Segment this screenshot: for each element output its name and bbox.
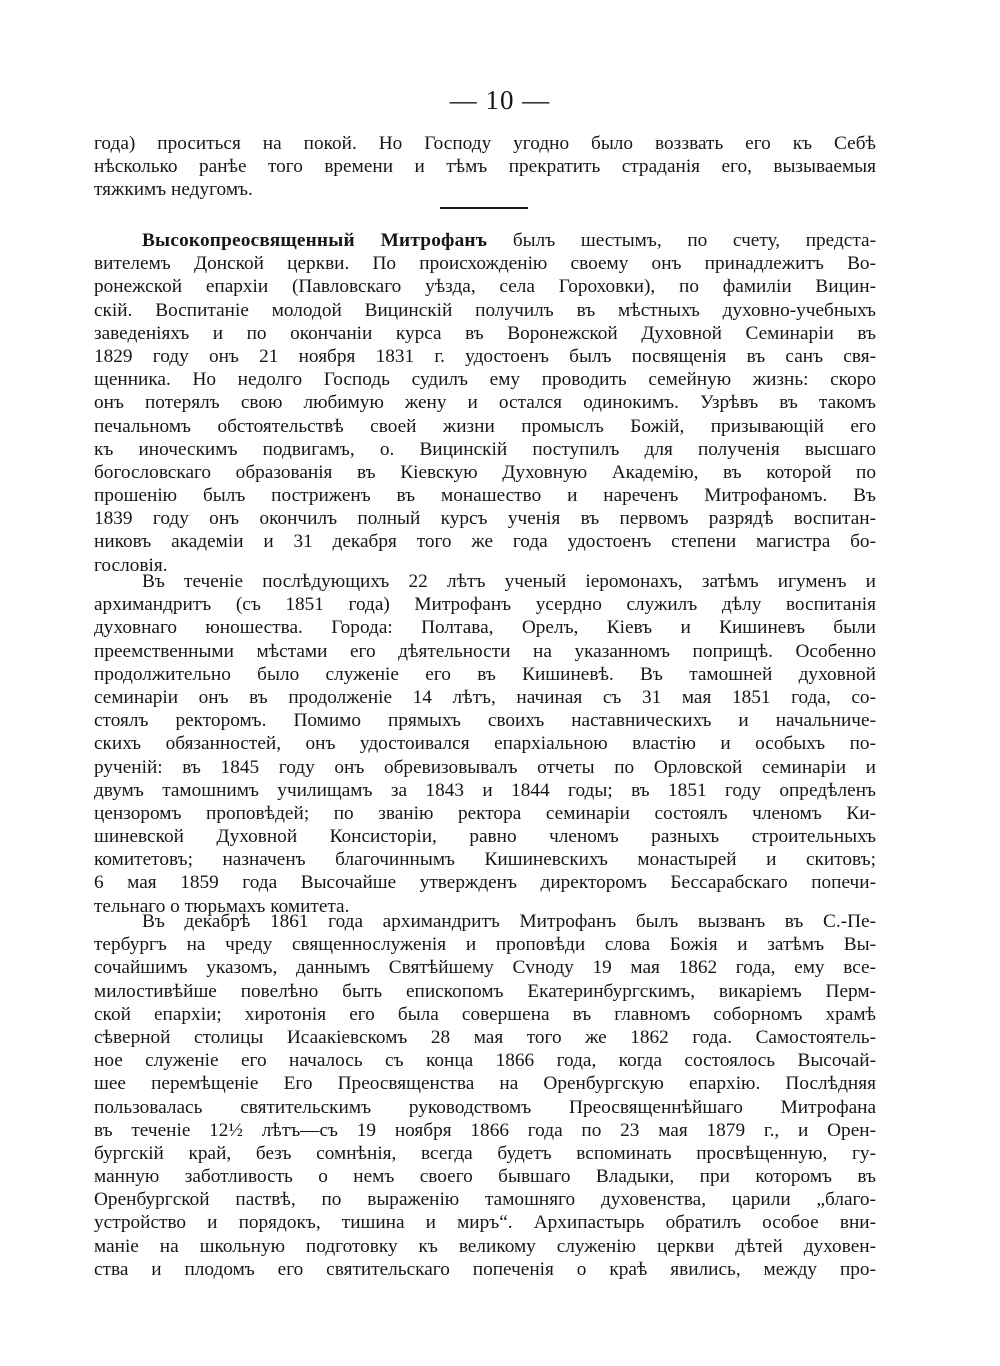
paragraph-line: вителемъ Донской церкви. По происхожденію своему онъ принадлежитъ Во-	[94, 253, 876, 275]
paragraph-line: духовнаго юношества. Города: Полтава, Орелъ, Кіевъ и Кишиневъ были	[94, 617, 876, 639]
intro-paragraph	[94, 132, 876, 202]
paragraph-line: пользовалась святительскимъ руководствомъ Преосвященнѣйшаго Митрофана	[94, 1096, 876, 1118]
section-separator	[440, 207, 528, 209]
paragraph-line: ное служеніе его началось съ конца 1866 года, когда состоялось Высочай-	[94, 1050, 876, 1072]
paragraph-line: въ теченіе 12½ лѣтъ—съ 19 ноября 1866 года по 23 мая 1879 г., и Орен-	[94, 1119, 876, 1141]
paragraph-line: года) проситься на покой. Но Господу угодно было воззвать его къ Себѣ	[94, 133, 876, 154]
paragraph-line: стоялъ ректоромъ. Помимо прямыхъ своихъ наставническихъ и начальниче-	[94, 710, 876, 732]
paragraph-line: нѣсколько ранѣе того времени и тѣмъ прекратить страданія его, вызываемыя	[94, 156, 876, 178]
paragraph-line	[94, 229, 876, 252]
paragraph-line: тельнаго о тюрьмахъ комитета.	[94, 895, 350, 917]
paragraph-line: комитетовъ; назначенъ благочиннымъ Кишиневскихъ монастырей и скитовъ;	[94, 849, 876, 871]
paragraph-line: щенника. Но недолго Господь судилъ ему проводить семейную жизнь: скоро	[94, 369, 876, 391]
paragraph-line: шиневской Духовной Консисторіи, равно членомъ разныхъ строительныхъ	[94, 826, 876, 848]
paragraph-line: скій. Воспитаніе молодой Вицинскій получилъ въ мѣстныхъ духовно-учебныхъ	[94, 299, 876, 321]
paragraph-line: сочайшимъ указомъ, даннымъ Святѣйшему Сvноду 19 мая 1862 года, ему все-	[94, 957, 876, 979]
paragraph-line: 1829 году онъ 21 ноября 1831 г. удостоенъ былъ посвященія въ санъ свя-	[94, 345, 876, 367]
paragraph-line: богословскаго образованія въ Кіевскую Духовную Академію, въ которой по	[94, 461, 876, 483]
paragraph-line: гословія.	[94, 554, 168, 576]
paragraph-line: маніе на школьную подготовку къ великому служенію церкви дѣтей духовен-	[94, 1235, 876, 1257]
paragraph-line: устройство и порядокъ, тишина и миръ“. Архипастырь обратилъ особое вни-	[94, 1212, 876, 1234]
paragraph-line: продолжительно было служеніе его въ Кишиневѣ. Въ тамошней духовной	[94, 663, 876, 685]
paragraph-line: шее перемѣщеніе Его Преосвященства на Оренбургскую епархію. Послѣдняя	[94, 1073, 876, 1095]
paragraph-line: къ иноческимъ подвигамъ, о. Вицинскій поступилъ для полученія высшаго	[94, 438, 876, 460]
paragraph-line: никовъ академіи и 31 декабря того же года удостоенъ степени магистра бо-	[94, 531, 876, 553]
paragraph-line: прошенію былъ постриженъ въ монашество и нареченъ Митрофаномъ. Въ	[94, 485, 876, 507]
paragraph-line: тяжкимъ недугомъ.	[94, 179, 253, 201]
paragraph-line: цензоромъ проповѣдей; по званію ректора семинаріи состоялъ членомъ Ки-	[94, 802, 876, 824]
bold-lead-name: Высокопреосвященный Митрофанъ	[142, 230, 488, 251]
paragraph-line: Въ декабрѣ 1861 года архимандритъ Митрофанъ былъ вызванъ въ С.-Пе-	[142, 911, 876, 932]
paragraph-line: Въ теченіе послѣдующихъ 22 лѣтъ ученый іеромонахъ, затѣмъ игуменъ и	[142, 571, 876, 592]
paragraph-line: ства и плодомъ его святительскаго попеченія о краѣ явились, между про-	[94, 1258, 876, 1280]
paragraph-line: скихъ обязанностей, онъ удостоивался епархіальною властію и особыхъ по-	[94, 733, 876, 755]
paragraph-line: печальномъ обстоятельствѣ своей жизни промыслъ Божій, призывающій его	[94, 415, 876, 437]
paragraph-line: заведеніяхъ и по окончаніи курса въ Воронежской Духовной Семинаріи въ	[94, 322, 876, 344]
paragraph-line: манную заботливость о немъ своего бывшаго Владыки, при которомъ въ	[94, 1166, 876, 1188]
paragraph-line: милостивѣйше повелѣно быть епископомъ Екатеринбургскимъ, викаріемъ Перм-	[94, 980, 876, 1002]
paragraph-line: 1839 году онъ окончилъ полный курсъ ученія въ первомъ разрядѣ воспитан-	[94, 508, 876, 530]
paragraph-line: преемственными мѣстами его дѣятельности на указанномъ поприщѣ. Особенно	[94, 640, 876, 662]
paragraph-line: 6 мая 1859 года Высочайше утвержденъ директоромъ Бессарабскаго попечи-	[94, 872, 876, 894]
page-number: — 10 —	[449, 85, 551, 115]
paragraph-line: рученій: въ 1845 году онъ обревизовывалъ отчеты по Орловской семинаріи и	[94, 756, 876, 778]
career-paragraph	[94, 570, 876, 918]
paragraph-line: ской епархіи; хиротонія его была совершена въ главномъ соборномъ храмѣ	[94, 1003, 876, 1025]
paragraph-line: бургскій край, безъ сомнѣнія, всегда будетъ вспоминать просвѣщенную, гу-	[94, 1142, 876, 1164]
paragraph-line: двумъ тамошнимъ училищамъ за 1843 и 1844 годы; въ 1851 году опредѣленъ	[94, 779, 876, 801]
paragraph-line: тербургъ на чреду священнослуженія и проповѣди слова Божія и затѣмъ Вы-	[94, 934, 876, 956]
biography-paragraph	[94, 229, 876, 577]
paragraph-line: архимандритъ (съ 1851 года) Митрофанъ усердно служилъ дѣлу воспитанія	[94, 594, 876, 616]
paragraph-line: семинаріи онъ въ продолженіе 14 лѣтъ, начиная съ 31 мая 1851 года, со-	[94, 686, 876, 708]
lead-line-rest: былъ шестымъ, по счету, предста-	[487, 230, 876, 251]
paragraph-line: сѣверной столицы Исаакіевскомъ 28 мая того же 1862 года. Самостоятель-	[94, 1026, 876, 1048]
paragraph-line: онъ потерялъ свою любимую жену и остался одинокимъ. Узрѣвъ въ такомъ	[94, 392, 876, 414]
paragraph-line: Оренбургской паствѣ, по выраженію тамошняго духовенства, царили „благо-	[94, 1189, 876, 1211]
episcopate-paragraph	[94, 910, 876, 1281]
paragraph-line: ронежской епархіи (Павловскаго уѣзда, села Гороховки), по фамиліи Вицин-	[94, 276, 876, 298]
